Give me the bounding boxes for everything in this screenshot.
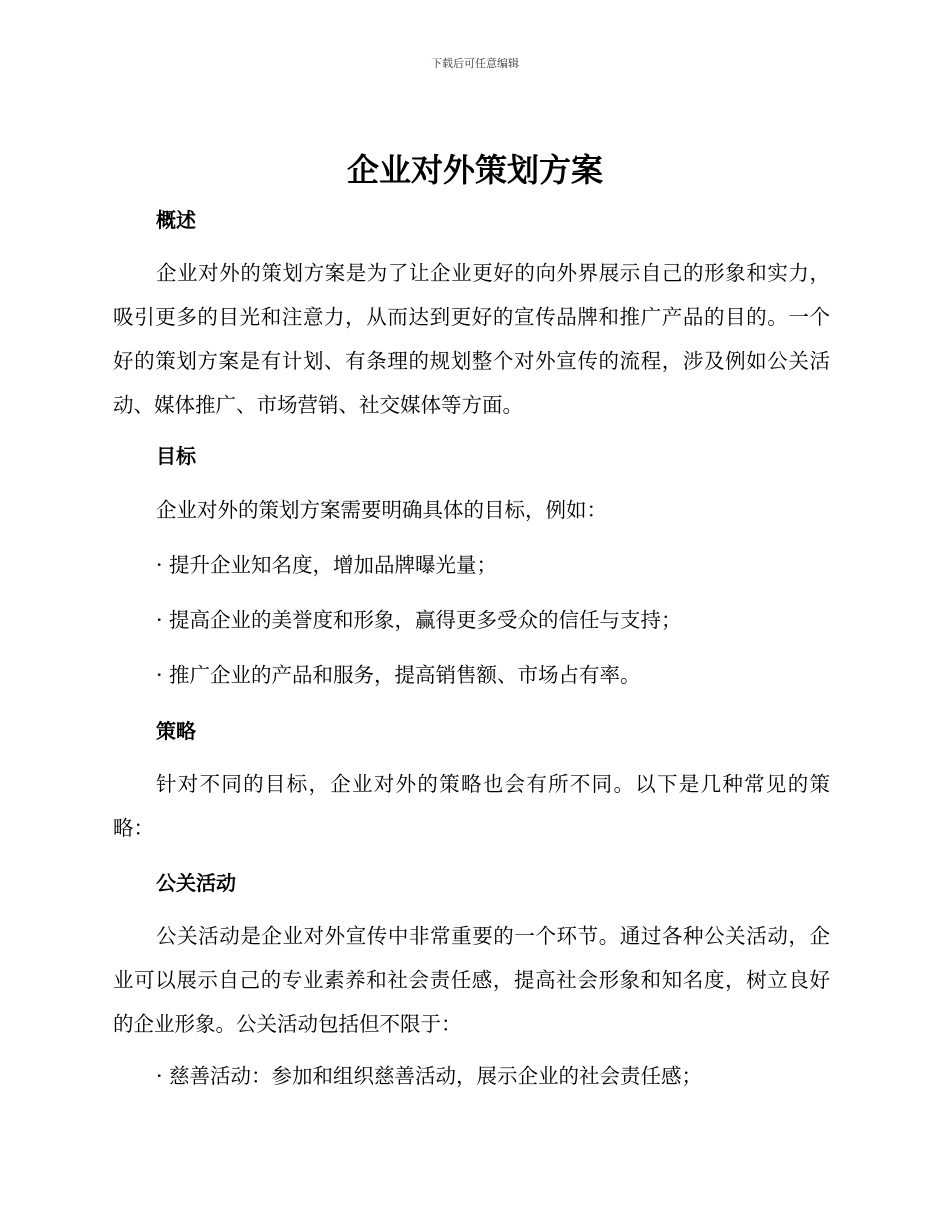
list-item-goal-3: · 推广企业的产品和服务，提高销售额、市场占有率。	[156, 663, 641, 687]
list-item-goal-2: · 提高企业的美誉度和形象，赢得更多受众的信任与支持；	[156, 608, 682, 632]
list-item-goal-1: · 提升企业知名度，增加品牌曝光量；	[156, 553, 498, 577]
heading-overview: 概述	[156, 208, 196, 232]
page-header-note: 下载后可任意编辑	[431, 57, 519, 70]
paragraph-pr: 公关活动是企业对外宣传中非常重要的一个环节。通过各种公关活动，企业可以展示自己的专业素养和社会责任感，提高社会形象和知名度，树立良好的企业形象。公关活动包括但不限于：	[113, 924, 830, 1036]
paragraph-strategy: 针对不同的目标，企业对外的策略也会有所不同。以下是几种常见的策略：	[113, 772, 830, 840]
heading-strategy: 策略	[156, 719, 196, 743]
paragraph-goals-intro: 企业对外的策划方案需要明确具体的目标，例如：	[156, 498, 607, 522]
document-title: 企业对外策划方案	[346, 151, 603, 189]
paragraph-overview: 企业对外的策划方案是为了让企业更好的向外界展示自己的形象和实力，吸引更多的目光和注意力，从而达到更好的宣传品牌和推广产品的目的。一个好的策划方案是有计划、有条理的规划整个对外宣传的流程，涉及例如公关活动、媒体推广、市场营销、社交媒体等方面。	[113, 261, 830, 417]
heading-pr: 公关活动	[156, 871, 236, 895]
list-item-pr-1: · 慈善活动：参加和组织慈善活动，展示企业的社会责任感；	[156, 1064, 703, 1088]
heading-goals: 目标	[156, 444, 196, 468]
